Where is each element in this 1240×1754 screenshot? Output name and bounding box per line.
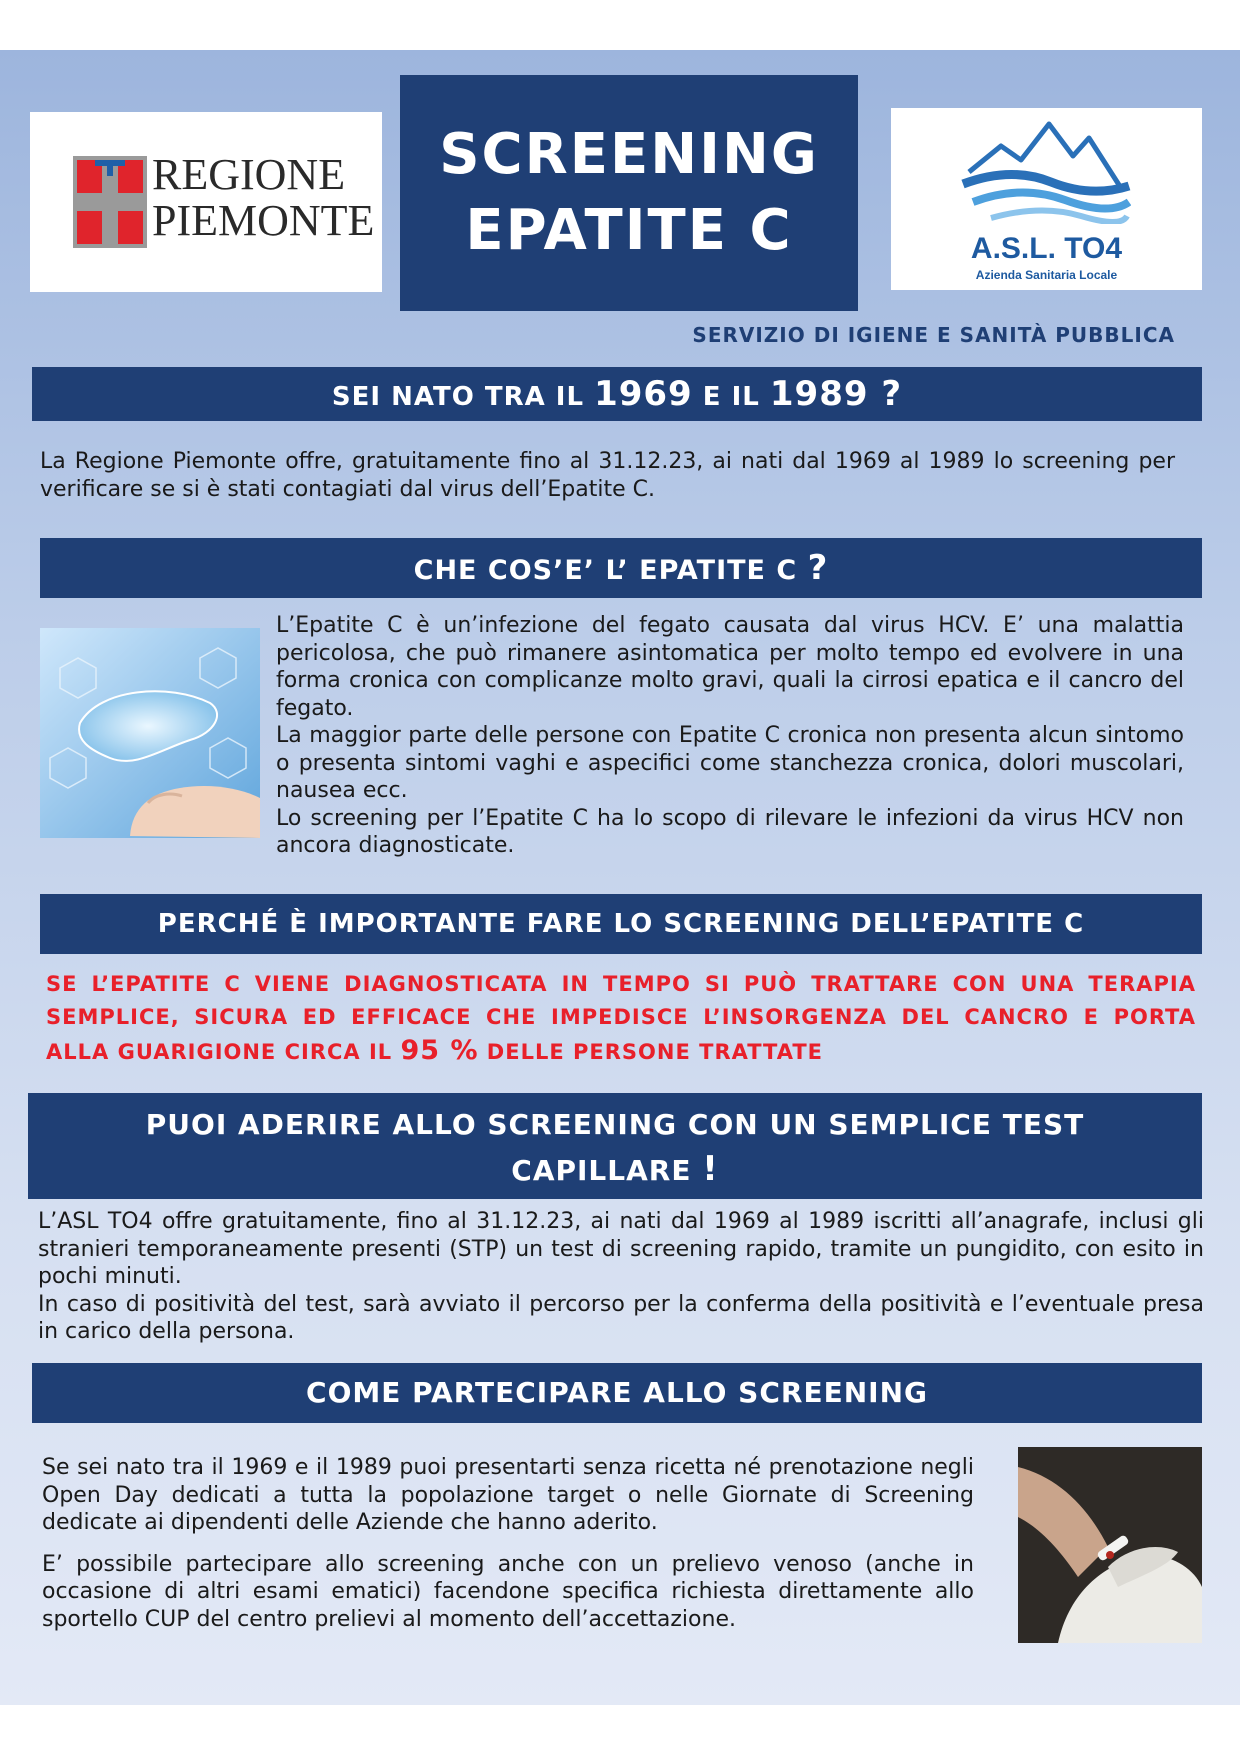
participation-description [42, 1454, 974, 1633]
liver-illustration [40, 628, 260, 838]
cure-percentage: 95 % [400, 1035, 479, 1066]
participation-paragraph-1: Se sei nato tra il 1969 e il 1989 puoi presentarti senza ricetta né prenotazione negli Open Day dedicati a tutta la popolazione target o nelle Giornate di Screening dedicate ai dipendenti delle Aziende che hanno aderito. [42, 1455, 974, 1535]
regione-logo-text-line2: PIEMONTE [152, 196, 375, 245]
heading-question: ? [807, 548, 829, 588]
participation-paragraph-2: E’ possibile partecipare allo screening anche con un prelievo venoso (anche in occasione di altri esami ematici) facendone specifica richiesta direttamente allo sportello CUP del centro prelievi al momento dell’accettazione. [42, 1551, 974, 1632]
regione-piemonte-logo [30, 112, 382, 292]
mountain-wave-icon [961, 116, 1131, 224]
heading-line-2: CAPILLARE [511, 1154, 703, 1187]
asl-logo-subtitle: Azienda Sanitaria Locale [975, 268, 1118, 282]
capillary-paragraph-1: L’ASL TO4 offre gratuitamente, fino al 31.12.23, ai nati dal 1969 al 1989 iscritti all’anagrafe, inclusi gli stranieri temporaneamente presenti (STP) un test di screening rapido, tramite un pungidito, con esito in pochi minuti. [38, 1209, 1204, 1289]
heading-exclamation: ! [702, 1149, 719, 1189]
importance-text-end: DELLE PERSONE TRATTATE [478, 1040, 824, 1064]
hepatitis-paragraph-1: L’Epatite C è un’infezione del fegato causata dal virus HCV. E’ una malattia pericolosa, che può rimanere asintomatica per molto tempo ed evolvere in una forma cronica con complicanze molto gravi, quali la cirrosi epatica e il cancro del fegato. [276, 613, 1184, 721]
piemonte-cross-icon [73, 156, 147, 248]
service-subtitle: SERVIZIO DI IGIENE E SANITÀ PUBBLICA [692, 323, 1175, 347]
heading-year-1989: 1989 [769, 374, 869, 414]
intro-paragraph: La Regione Piemonte offre, gratuitamente fino al 31.12.23, ai nati dal 1969 al 1989 lo screening per verificare se si è stati contagiati dal virus dell’Epatite C. [40, 449, 1175, 502]
hepatitis-paragraph-2: La maggior parte delle persone con Epatite C cronica non presenta alcun sintomo o presenta sintomi vaghi e aspecifici come stanchezza cronica, dolori muscolari, nausea ecc. [276, 723, 1184, 803]
section-heading-how-to-participate: COME PARTECIPARE ALLO SCREENING [32, 1363, 1202, 1423]
capillary-test-description [38, 1208, 1204, 1346]
heading-year-1969: 1969 [594, 374, 693, 414]
hepatitis-description [276, 612, 1184, 860]
title-line-2: EPATITE C [465, 198, 793, 263]
heading-mid: E IL [692, 382, 770, 412]
capillary-paragraph-2: In caso di positività del test, sarà avviato il percorso per la conferma della positività e l’eventuale presa in carico della persona. [38, 1291, 1204, 1344]
finger-prick-photo [1018, 1447, 1202, 1643]
page-title [400, 75, 858, 311]
heading-line-1: PUOI ADERIRE ALLO SCREENING CON UN SEMPLICE TEST [145, 1108, 1085, 1141]
asl-logo-name: A.S.L. TO4 [970, 232, 1123, 265]
regione-logo-text-line1: REGIONE [152, 150, 346, 199]
section-heading-what-is-hepatitis [40, 538, 1202, 598]
hepatitis-paragraph-3: Lo screening per l’Epatite C ha lo scopo di rilevare le infezioni da virus HCV non ancora diagnosticate. [276, 805, 1184, 858]
importance-statement [46, 968, 1196, 1069]
asl-to4-logo [891, 108, 1202, 290]
heading-text: CHE COS’E’ L’ EPATITE C [413, 555, 808, 586]
section-heading-capillary-test [28, 1093, 1202, 1199]
heading-question: ? [868, 374, 903, 414]
section-heading-birth-years [32, 367, 1202, 421]
heading-pre: SEI NATO TRA IL [331, 382, 595, 412]
section-heading-why-important: PERCHÉ È IMPORTANTE FARE LO SCREENING DELL’EPATITE C [40, 894, 1202, 954]
importance-text: SE L’EPATITE C VIENE DIAGNOSTICATA IN TEMPO SI PUÒ TRATTARE CON UNA TERAPIA SEMPLICE, SICURA ED EFFICACE CHE IMPEDISCE L’INSORGENZA DEL CANCRO E PORTA ALLA GUARIGIONE CIRCA IL [46, 972, 1196, 1064]
title-line-1: SCREENING [439, 122, 819, 187]
